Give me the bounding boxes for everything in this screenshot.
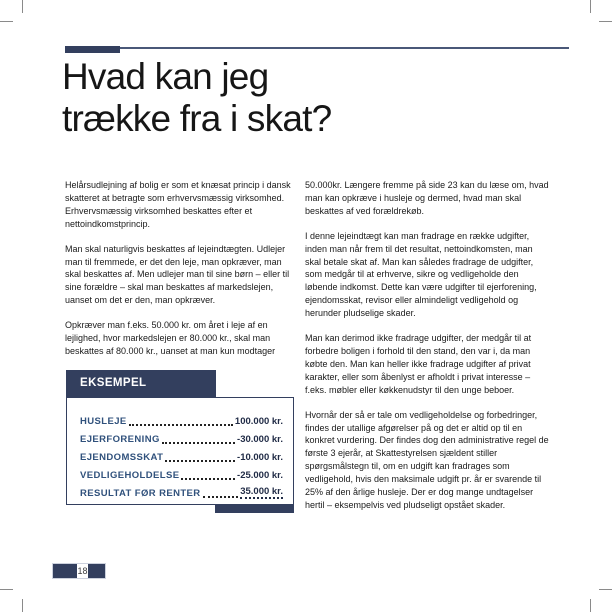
crop-mark-top-left-vertical <box>22 0 23 13</box>
paragraph: 50.000kr. Længere fremme på side 23 kan du læse om, hvad man kan opkræve i husleje og dermed, hvad man skal beskattes af ved forældrekøb. <box>305 180 549 216</box>
example-row <box>80 445 283 463</box>
leader-dots <box>203 496 239 498</box>
example-row-value: -10.000 kr. <box>237 452 283 463</box>
crop-mark-bottom-left-vertical <box>22 599 23 612</box>
leader-dots <box>181 478 235 480</box>
example-row-value: -25.000 kr. <box>237 470 283 481</box>
example-row-label: EJENDOMSSKAT <box>80 452 164 463</box>
example-row-value: 100.000 kr. <box>234 416 283 427</box>
page-title <box>62 56 331 140</box>
page-badge-bar-right <box>88 564 105 578</box>
paragraph: I denne lejeindtægt kan man fradrage en række udgifter, inden man når frem til det resultat, nettoindkomsten, man skal betale skat af. Man kan således fradrage de udgifter, som medgår til at erhverve, sikre og vedligeholde den løbende indkomst. Dette kan være udgifter til ejerforening, ejendomsskat, revisor eller almindeligt vedligehold og herunder pludselige skader. <box>305 230 537 319</box>
crop-mark-bottom-right-horizontal <box>599 589 612 590</box>
example-row-value: 35.000 kr. <box>240 486 283 497</box>
page-badge-bar-left <box>53 564 77 578</box>
example-box <box>66 370 294 505</box>
leader-dots <box>165 460 235 462</box>
example-row-label: VEDLIGEHOLDELSE <box>80 470 180 481</box>
page-number-badge <box>52 563 106 579</box>
paragraph: Man kan derimod ikke fradrage udgifter, der medgår til at forbedre boligen i forhold til den stand, den var i, da man købte den. Man kan heller ikke fradrage udgifter af privat karakter, eller som åbenlyst er afholdt i privat interesse – f.eks. møbler eller køkkenudstyr til den unge beboer. <box>305 333 532 395</box>
example-row-total <box>80 481 283 499</box>
example-row-value: -30.000 kr. <box>237 434 283 445</box>
example-row <box>80 409 283 427</box>
crop-mark-bottom-left-horizontal <box>0 589 13 590</box>
example-row <box>80 463 283 481</box>
paragraph: Helårsudlejning af bolig er som et knæsat princip i dansk skatteret at betragte som erhvervsmæssig virksomhed. Erhvervsmæssig virksomhed beskattes efter et nettoindkomstprincip. <box>65 180 291 229</box>
left-column <box>65 179 296 370</box>
title-rule-accent <box>65 46 120 53</box>
crop-mark-top-right-horizontal <box>599 21 612 22</box>
page-number: 18 <box>77 566 88 576</box>
example-box-header: EKSEMPEL <box>66 370 216 397</box>
example-row <box>80 427 283 445</box>
crop-mark-top-left-horizontal <box>0 21 13 22</box>
page-title-line-2: trække fra i skat? <box>62 98 332 139</box>
example-row-label: HUSLEJE <box>80 416 127 427</box>
paragraph: Man skal naturligvis beskattes af lejeindtægten. Udlejer man til fremmede, er det den leje, man opkræver, man skal beskattes af. Men udlejer man til sine børn – eller til sine forældre – skal man beskattes af markedslejen, uanset om det er den, man opkræver. <box>65 243 290 306</box>
example-box-body <box>66 397 294 505</box>
title-rule <box>65 47 569 49</box>
crop-mark-bottom-right-vertical <box>590 599 591 612</box>
paragraph: Hvornår der så er tale om vedligeholdelse og forbedringer, findes der utallige afgørelser på og det er altid op til en konkret vurdering. Der findes dog den administrative regel de første 3 ejerår, at Skattestyrelsen sjældent stiller spørgsmålstegn til, om en udgift kan fradrages som vedligehold, hvis den maksimale udgift pr. år er svarende til 25% af den årlige husleje. Der er dog mange undtagelser hertil – eksempelvis ved pludseligt opstået skader. <box>305 409 549 510</box>
example-box-accent-bar <box>215 505 294 513</box>
leader-dots <box>129 424 233 426</box>
example-row-label: EJERFORENING <box>80 434 160 445</box>
page-title-line-1: Hvad kan jeg <box>62 56 269 97</box>
crop-mark-top-right-vertical <box>590 0 591 13</box>
example-row-label: RESULTAT FØR RENTER <box>80 488 201 499</box>
right-column <box>305 179 549 524</box>
paragraph: Opkræver man f.eks. 50.000 kr. om året i leje af en lejlighed, hvor markedslejen er 80.000 kr., skal man beskattes af 80.000 kr., uanset at man kun modtager <box>65 320 276 356</box>
leader-dots <box>162 442 235 444</box>
